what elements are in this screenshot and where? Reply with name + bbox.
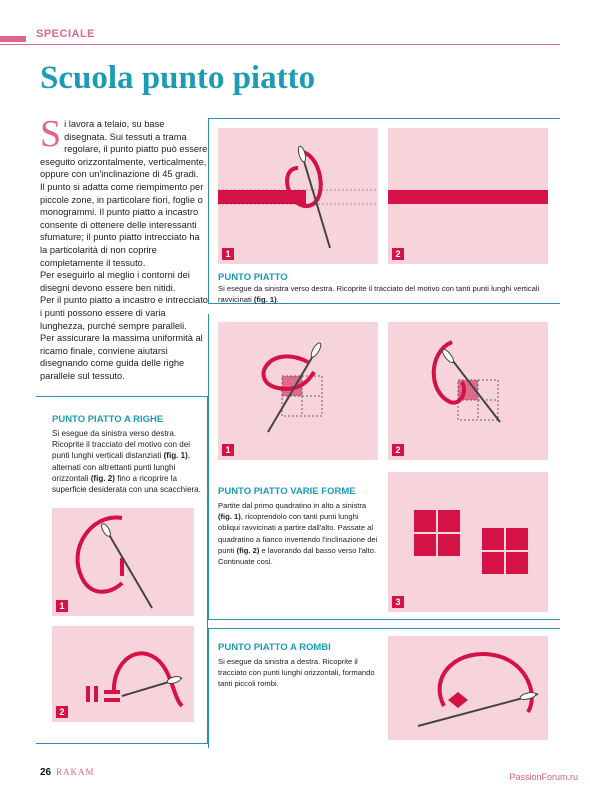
intro-paragraph: Per eseguirlo al meglio i contorni dei disegni devono essere ben nitidi. [40,270,190,293]
righe-fig-1 [52,508,194,616]
punto-piatto-fig-1 [218,128,378,264]
needle-thread-illustration [388,322,548,460]
section-label: SPECIALE [36,28,96,40]
intro-paragraph: Il punto si adatta come riempimento per piccole zone, in particolare fiori, foglie o monogrammi. Il punto piatto a incastro consente di ottenere delle interessanti sfumature; il punto piatto intrecciato ha la particolarità di non coprire completamente il tessuto. [40,181,204,268]
punto-piatto-fig-2 [388,128,548,264]
rombi-text [218,642,378,690]
page-number: 26 [40,767,52,778]
righe-text [52,414,202,495]
rombi-desc: Si esegue da sinistra a destra. Ricoprite il tracciato con punti lunghi orizzontali, formando tanti piccoli rombi. [218,657,375,689]
figure-number: 2 [56,706,68,718]
rombi-fig [388,636,548,740]
figure-number: 2 [392,444,404,456]
punto-piatto-text [218,272,554,305]
figure-number: 1 [222,444,234,456]
figure-number: 1 [56,600,68,612]
magazine-name: RAKAM [56,767,95,777]
varie-fig-2 [388,322,548,460]
righe-desc: Si esegue da sinistra verso destra. Ricoprite il tracciato del motivo con dei punti lunghi verticali distanziati (fig. 1), alternati con altrettanti punti lunghi orizzontali (fig. 2) fino a ricoprire la superficie desiderata con una scacchiera. [52,429,201,495]
watermark: PassionForum.ru [509,772,578,782]
intro-paragraph: Per assicurare la massima uniformità al ricamo finale, conviene aiutarsi disegnando come guida delle righe parallele sul tessuto. [40,333,203,381]
varie-desc: Partite dal primo quadratino in alto a sinistra (fig. 1), ricoprendolo con tanti punti lunghi obliqui ravvicinati a partire dall'alto. Passate al quadratino a fianco invertendo l'inclinazione dei punti (fig. 2) e lavorando dal basso verso l'alto. Continuate così. [218,501,378,567]
punto-piatto-desc: Si esegue da sinistra verso destra. Ricoprite il tracciato del motivo con tanti punti lunghi verticali ravvicinati (fig. 1). [218,284,540,305]
header-rule [0,44,560,45]
rombi-title: PUNTO PIATTO A ROMBI [218,642,331,653]
needle-thread-illustration [388,636,548,740]
stitch-result-illustration [388,128,548,264]
pattern-illustration [388,472,548,612]
intro-paragraph: i lavora a telaio, su base disegnata. Sui tessuti a trama regolare, il punto piatto può essere eseguito orizzontalmente, verticalmente, oppure con un'inclinazione di 45 gradi. [40,119,208,180]
needle-thread-illustration [52,508,194,616]
varie-fig-1 [218,322,378,460]
figure-number: 3 [392,596,404,608]
dropcap: S [40,113,62,155]
varie-fig-3 [388,472,548,612]
needle-thread-illustration [218,128,378,264]
page-title: Scuola punto piatto [40,60,316,96]
intro-text [40,113,208,382]
figure-number: 1 [222,248,234,260]
intro-paragraph: Per il punto piatto a incastro e intrecciato i punti possono essere di varia lunghezza, purché sempre paralleli. [40,295,208,331]
figure-number: 2 [392,248,404,260]
punto-piatto-title: PUNTO PIATTO [218,272,288,283]
varie-text [218,486,378,567]
righe-title: PUNTO PIATTO A RIGHE [52,414,164,425]
section-marker [0,36,26,42]
righe-fig-2 [52,626,194,722]
varie-title: PUNTO PIATTO VARIE FORME [218,486,356,497]
needle-thread-illustration [52,626,194,722]
needle-thread-illustration [218,322,378,460]
